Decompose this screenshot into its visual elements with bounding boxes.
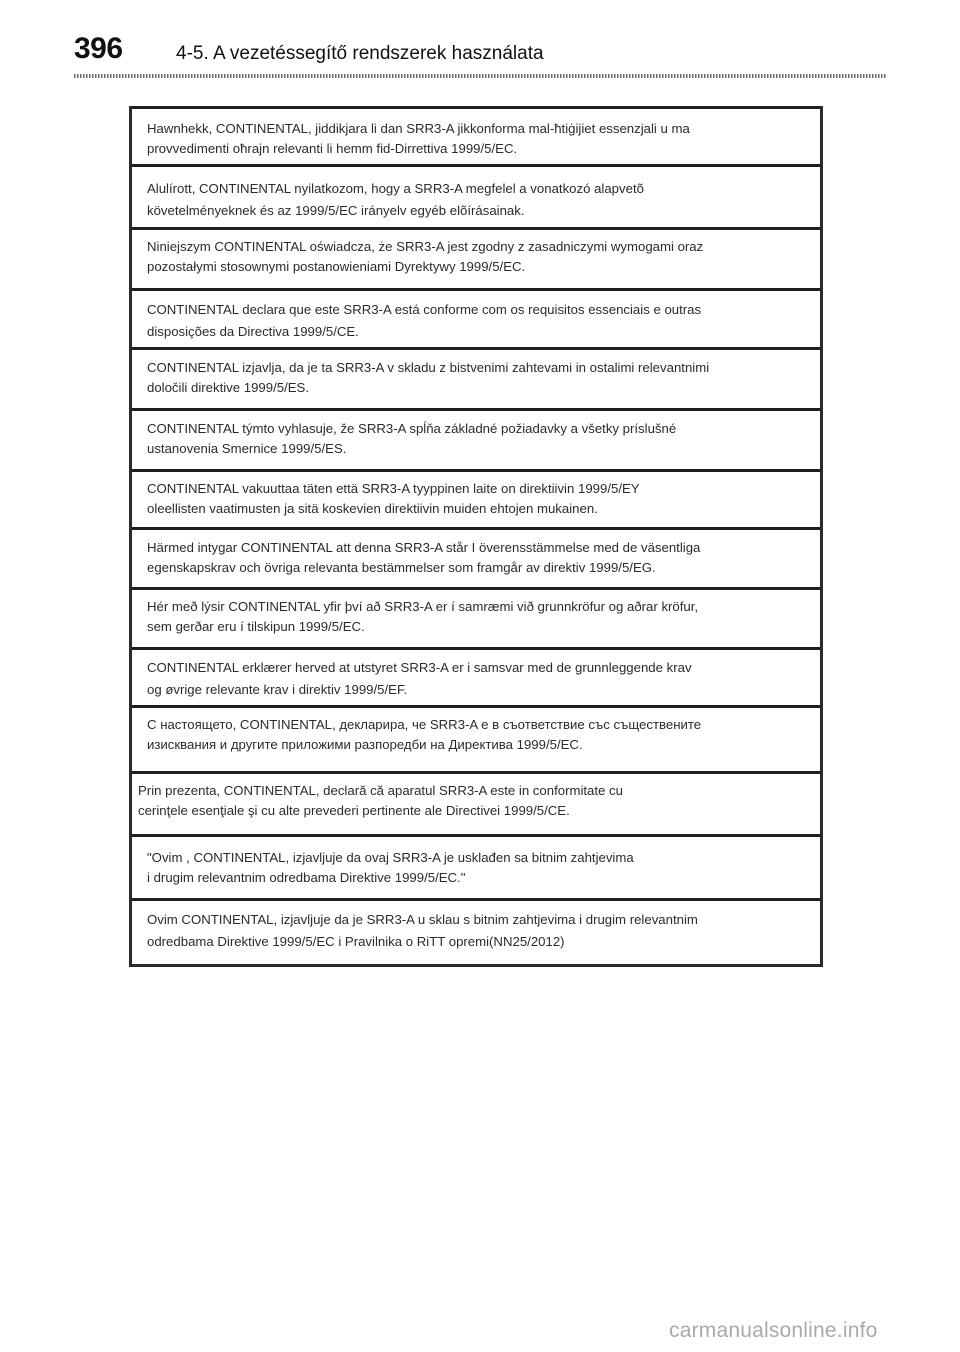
- page-header: [0, 0, 960, 80]
- declaration-line: CONTINENTAL declara que este SRR3-A está conforme com os requisitos essenciais e outras: [147, 302, 702, 317]
- declaration-line: CONTINENTAL vakuuttaa täten että SRR3-A tyyppinen laite on direktiivin 1999/5/EY: [147, 481, 640, 496]
- declaration-divider: [132, 647, 820, 650]
- declaration-line: odredbama Direktive 1999/5/EC i Pravilnika o RiTT opremi(NN25/2012): [147, 934, 565, 949]
- declaration-line: provvedimenti oħrajn relevanti li hemm fid-Dirrettiva 1999/5/EC.: [147, 141, 518, 156]
- declaration-of-conformity-box: [129, 106, 823, 967]
- declaration-line: Prin prezenta, CONTINENTAL, declară că aparatul SRR3-A este in conformitate cu: [138, 783, 623, 798]
- declaration-line: Niniejszym CONTINENTAL oświadcza, że SRR3-A jest zgodny z zasadniczymi wymogami oraz: [147, 239, 704, 254]
- declaration-line: Hér með lýsir CONTINENTAL yfir því að SRR3-A er í samræmi við grunnkröfur og aðrar kröfur,: [147, 599, 699, 614]
- declaration-romanian: [132, 781, 820, 821]
- declaration-line: Alulírott, CONTINENTAL nyilatkozom, hogy a SRR3-A megfelel a vonatkozó alapvetõ: [147, 181, 644, 196]
- declaration-bulgarian: [132, 715, 820, 755]
- declaration-divider: [132, 527, 820, 530]
- section-title: 4-5. A vezetéssegítő rendszerek használata: [176, 43, 544, 64]
- declaration-divider: [132, 469, 820, 472]
- declaration-divider: [132, 705, 820, 708]
- declaration-hungarian: [132, 178, 820, 222]
- declaration-line: disposições da Directiva 1999/5/CE.: [147, 324, 359, 339]
- declaration-line: cerinţele esenţiale şi cu alte prevederi pertinente ale Directivei 1999/5/CE.: [138, 803, 570, 818]
- declaration-slovak: [132, 419, 820, 459]
- declaration-divider: [132, 227, 820, 230]
- declaration-divider: [132, 288, 820, 291]
- declaration-maltese: [132, 119, 820, 159]
- declaration-divider: [132, 587, 820, 590]
- declaration-divider: [132, 898, 820, 901]
- declaration-finnish: [132, 479, 820, 519]
- declaration-line: sem gerðar eru í tilskipun 1999/5/EC.: [147, 619, 365, 634]
- declaration-line: követelményeknek és az 1999/5/EC irányelv egyéb elõírásainak.: [147, 203, 525, 218]
- declaration-line: egenskapskrav och övriga relevanta bestämmelser som framgår av direktiv 1999/5/EG.: [147, 560, 656, 575]
- declaration-croatian-quoted: [132, 848, 820, 888]
- declaration-divider: [132, 164, 820, 167]
- declaration-line: og øvrige relevante krav i direktiv 1999/5/EF.: [147, 682, 408, 697]
- declaration-line: Härmed intygar CONTINENTAL att denna SRR3-A står I överensstämmelse med de väsentliga: [147, 540, 701, 555]
- declaration-polish: [132, 237, 820, 277]
- declaration-divider: [132, 771, 820, 774]
- header-divider: [74, 74, 886, 78]
- declaration-line: pozostałymi stosownymi postanowieniami Dyrektywy 1999/5/EC.: [147, 259, 526, 274]
- declaration-line: изисквания и другите приложими разпоредби на Директива 1999/5/EC.: [147, 737, 583, 752]
- declaration-line: CONTINENTAL erklærer herved at utstyret SRR3-A er i samsvar med de grunnleggende krav: [147, 660, 692, 675]
- declaration-line: "Ovim , CONTINENTAL, izjavljuje da ovaj SRR3-A je usklađen sa bitnim zahtjevima: [147, 850, 634, 865]
- watermark: carmanualsonline.info: [669, 1319, 878, 1342]
- declaration-divider: [132, 347, 820, 350]
- declaration-line: Hawnhekk, CONTINENTAL, jiddikjara li dan SRR3-A jikkonforma mal-ħtiġijiet essenzjali u ma: [147, 121, 690, 136]
- declaration-norwegian: [132, 657, 820, 701]
- declaration-divider: [132, 106, 820, 109]
- declaration-icelandic: [132, 597, 820, 637]
- declaration-croatian: [132, 909, 820, 953]
- declaration-divider: [132, 834, 820, 837]
- declaration-line: oleellisten vaatimusten ja sitä koskevien direktiivin muiden ehtojen mukainen.: [147, 501, 598, 516]
- declaration-portuguese: [132, 299, 820, 343]
- declaration-line: С настоящето, CONTINENTAL, декларира, че SRR3-A е в съответствие със съществените: [147, 717, 702, 732]
- declaration-divider: [132, 408, 820, 411]
- declaration-swedish: [132, 538, 820, 578]
- declaration-slovenian: [132, 358, 820, 398]
- declaration-line: CONTINENTAL týmto vyhlasuje, že SRR3-A spĺňa základné požiadavky a všetky príslušné: [147, 421, 677, 436]
- declaration-line: Ovim CONTINENTAL, izjavljuje da je SRR3-A u sklau s bitnim zahtjevima i drugim relevantnim: [147, 912, 698, 927]
- declaration-line: CONTINENTAL izjavlja, da je ta SRR3-A v skladu z bistvenimi zahtevami in ostalimi relevantnimi: [147, 360, 710, 375]
- declaration-line: i drugim relevantnim odredbama Direktive 1999/5/EC.": [147, 870, 466, 885]
- declaration-line: določili direktive 1999/5/ES.: [147, 380, 310, 395]
- page-number: 396: [74, 32, 123, 65]
- declaration-line: ustanovenia Smernice 1999/5/ES.: [147, 441, 347, 456]
